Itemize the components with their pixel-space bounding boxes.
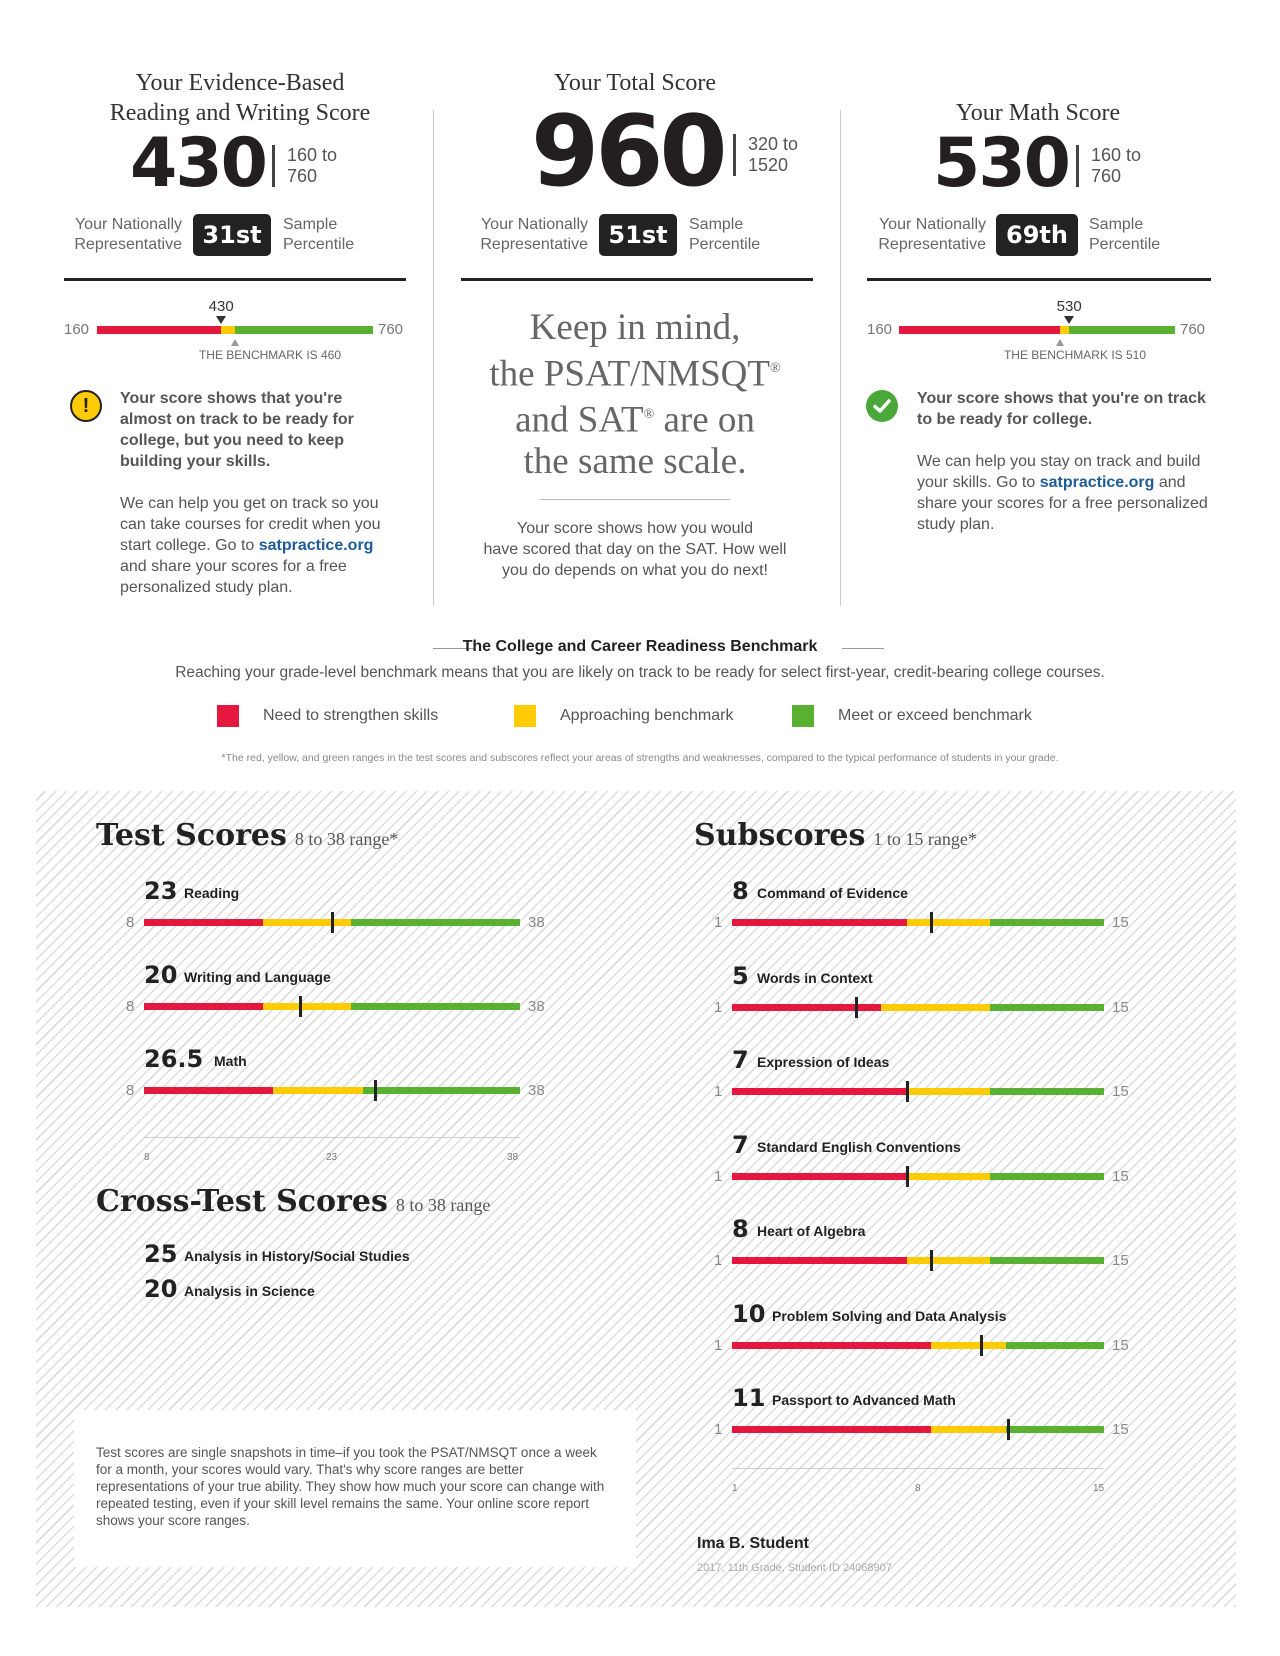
test-axis-line bbox=[144, 1137, 520, 1138]
callout-line: the same scale. bbox=[523, 440, 747, 482]
erw-msg-line: personalized study plan. bbox=[120, 579, 293, 596]
row-max-label: 15 bbox=[1112, 914, 1129, 931]
row-score-marker bbox=[906, 1166, 909, 1187]
test-axis-mid: 23 bbox=[326, 1152, 338, 1163]
column-separator-left bbox=[433, 110, 434, 606]
row-bar-yellow bbox=[931, 1426, 1005, 1433]
registered-mark: ® bbox=[643, 407, 655, 423]
math-bm-score-label: 530 bbox=[1056, 298, 1082, 315]
row-bar-green bbox=[990, 919, 1104, 926]
row-label: Math bbox=[214, 1053, 247, 1069]
row-bar-green bbox=[990, 1004, 1104, 1011]
row-min-label: 8 bbox=[126, 914, 135, 931]
row-score: 26.5 bbox=[144, 1045, 204, 1073]
erw-pct-left-line1: Your Nationally bbox=[74, 216, 182, 233]
total-score: 960 bbox=[531, 95, 724, 209]
benchmark-footnote: *The red, yellow, and green ranges in the test scores and subscores reflect your areas of strengths and weaknesses, compared to the typical performance of students in your grade. bbox=[221, 752, 1059, 764]
erw-pct-left-line2: Representative bbox=[74, 236, 182, 253]
row-label: Words in Context bbox=[757, 969, 873, 986]
same-scale-callout bbox=[455, 307, 815, 482]
row-bar-red bbox=[732, 1426, 931, 1433]
erw-benchmark-bar bbox=[97, 326, 373, 334]
row-score-marker bbox=[374, 1080, 377, 1101]
checkmark-glyph bbox=[866, 390, 898, 422]
row-max-label: 15 bbox=[1112, 1252, 1129, 1269]
cross-test-score: 20 bbox=[144, 1275, 178, 1303]
erw-pct-right bbox=[283, 215, 354, 255]
legend-green-swatch bbox=[792, 705, 814, 727]
row-score: 8 bbox=[732, 1215, 749, 1243]
erw-pct-right-line2: Percentile bbox=[283, 236, 355, 253]
test-axis-max: 38 bbox=[507, 1152, 519, 1163]
row-bar-green bbox=[351, 919, 520, 926]
sub-axis-min: 1 bbox=[732, 1483, 738, 1494]
math-range-line1: 160 to bbox=[1091, 145, 1142, 165]
row-max-label: 38 bbox=[528, 1082, 545, 1099]
test-scores-heading: Test Scores bbox=[96, 818, 287, 853]
row-min-label: 8 bbox=[126, 1082, 135, 1099]
row-score-marker bbox=[1007, 1419, 1010, 1440]
erw-bar-yellow bbox=[221, 326, 235, 334]
row-bar-green bbox=[363, 1087, 520, 1094]
row-label: Expression of Ideas bbox=[757, 1054, 890, 1070]
erw-title-line1: Your Evidence-Based bbox=[135, 70, 345, 96]
row-bar-red bbox=[144, 1087, 273, 1094]
row-range-bar bbox=[732, 1342, 1104, 1349]
math-bar-yellow bbox=[1060, 326, 1069, 334]
column-separator-right bbox=[840, 110, 841, 606]
total-pct-left-line1: Your Nationally bbox=[480, 216, 588, 233]
test-axis-min: 8 bbox=[144, 1152, 150, 1163]
sub-axis-max: 15 bbox=[1093, 1483, 1105, 1494]
legend-red-label: Need to strengthen skills bbox=[263, 707, 439, 724]
row-bar-red bbox=[144, 1003, 263, 1010]
row-bar-green bbox=[990, 1088, 1104, 1095]
row-max-label: 15 bbox=[1112, 1336, 1129, 1354]
row-label: Command of Evidence bbox=[757, 885, 908, 901]
erw-msg-line: and share your scores for a free bbox=[120, 558, 347, 575]
subscores-range: 1 to 15 range* bbox=[873, 829, 977, 849]
math-bm-min: 160 bbox=[867, 321, 893, 338]
row-min-label: 1 bbox=[714, 1421, 723, 1438]
legend-yellow-label: Approaching benchmark bbox=[560, 707, 734, 724]
cross-test-title bbox=[96, 1184, 490, 1219]
total-divider bbox=[461, 278, 813, 281]
total-title: Your Total Score bbox=[553, 70, 717, 96]
row-score-marker bbox=[299, 996, 302, 1017]
math-msg-bold-line: to be ready for college. bbox=[917, 411, 1093, 428]
row-min-label: 8 bbox=[126, 998, 135, 1015]
benchmark-subtitle: Reaching your grade-level benchmark means that you are likely on track to be ready for select first-year, credit-bearing college courses. bbox=[175, 664, 1105, 681]
math-message bbox=[917, 451, 1227, 535]
callout-text: and SAT bbox=[515, 399, 644, 441]
math-score: 530 bbox=[933, 124, 1069, 203]
math-pct-right-line2: Percentile bbox=[1089, 236, 1161, 253]
math-divider bbox=[867, 278, 1211, 281]
benchmark-title: The College and Career Readiness Benchmark bbox=[462, 638, 818, 655]
total-pct-left bbox=[472, 215, 588, 255]
erw-range-line1: 160 to bbox=[287, 145, 338, 165]
erw-message bbox=[120, 493, 420, 598]
erw-range bbox=[272, 145, 337, 187]
erw-benchmark-marker bbox=[231, 339, 239, 346]
warning-icon: ! bbox=[70, 390, 102, 422]
row-score-marker bbox=[930, 1250, 933, 1271]
math-pct-left bbox=[870, 215, 986, 255]
sub-axis-line bbox=[732, 1468, 1104, 1469]
total-pct-right-line1: Sample bbox=[689, 216, 744, 233]
row-max-label: 15 bbox=[1112, 1421, 1129, 1438]
math-msg-text: and bbox=[1154, 474, 1186, 491]
row-bar-yellow bbox=[907, 1088, 989, 1095]
cross-test-heading: Cross-Test Scores bbox=[96, 1184, 388, 1219]
math-satpractice-link[interactable]: satpractice.org bbox=[1039, 474, 1155, 491]
row-bar-yellow bbox=[907, 1173, 989, 1180]
row-bar-yellow bbox=[907, 919, 989, 926]
row-label: Heart of Algebra bbox=[757, 1223, 866, 1239]
math-bar-red bbox=[899, 326, 1060, 334]
math-pct-left-line1: Your Nationally bbox=[878, 216, 986, 233]
math-percentile-badge: 69th bbox=[996, 214, 1078, 256]
total-msg-line: have scored that day on the SAT. How well bbox=[483, 541, 787, 558]
row-range-bar bbox=[732, 1004, 1104, 1011]
row-score: 5 bbox=[732, 961, 749, 990]
erw-msg-bold-line: almost on track to be ready for bbox=[120, 411, 354, 428]
total-range-line1: 320 to bbox=[748, 134, 799, 154]
total-msg-line: you do depends on what you do next! bbox=[502, 562, 768, 579]
row-score-marker bbox=[980, 1335, 983, 1356]
total-msg-line: Your score shows how you would bbox=[517, 520, 753, 537]
erw-bar-green bbox=[235, 326, 373, 334]
callout-line: Keep in mind, bbox=[529, 307, 741, 348]
row-bar-green bbox=[990, 1257, 1104, 1264]
erw-msg-text: start college. Go to bbox=[120, 537, 259, 554]
erw-divider bbox=[64, 278, 406, 281]
row-bar-red bbox=[732, 1004, 881, 1011]
math-msg-bold-line: Your score shows that you're on track bbox=[917, 390, 1206, 407]
test-scores-range: 8 to 38 range* bbox=[294, 829, 399, 849]
total-range bbox=[733, 134, 798, 176]
student-name: Ima B. Student bbox=[697, 1535, 810, 1552]
test-scores-title bbox=[96, 818, 398, 853]
score-ranges-note bbox=[74, 1410, 636, 1567]
row-range-bar bbox=[732, 1088, 1104, 1095]
erw-pct-right-line1: Sample bbox=[283, 216, 338, 233]
row-range-bar bbox=[732, 1426, 1104, 1433]
row-bar-yellow bbox=[931, 1342, 1005, 1349]
erw-percentile-badge: 31st bbox=[193, 214, 271, 256]
row-max-label: 38 bbox=[528, 914, 545, 931]
total-pct-right-line2: Percentile bbox=[689, 236, 761, 253]
math-pct-left-line2: Representative bbox=[878, 236, 986, 253]
callout-text: the PSAT/NMSQT bbox=[489, 353, 770, 395]
row-min-label: 1 bbox=[714, 1252, 723, 1269]
math-pct-right bbox=[1089, 215, 1160, 255]
row-min-label: 1 bbox=[714, 914, 723, 931]
math-bm-max: 760 bbox=[1180, 321, 1206, 338]
math-msg-line: study plan. bbox=[917, 516, 995, 533]
row-bar-yellow bbox=[907, 1257, 989, 1264]
row-label: Problem Solving and Data Analysis bbox=[772, 1307, 1007, 1324]
row-bar-green bbox=[1006, 1342, 1104, 1349]
math-pct-right-line1: Sample bbox=[1089, 216, 1144, 233]
erw-msg-line bbox=[120, 535, 420, 556]
callout-text: are on bbox=[654, 399, 755, 441]
row-max-label: 15 bbox=[1112, 1167, 1129, 1185]
erw-satpractice-link[interactable]: satpractice.org bbox=[258, 537, 374, 554]
row-max-label: 38 bbox=[528, 998, 545, 1015]
row-max-label: 15 bbox=[1112, 1083, 1129, 1100]
row-bar-red bbox=[732, 1342, 931, 1349]
legend-red-swatch bbox=[217, 705, 239, 727]
math-range bbox=[1076, 145, 1141, 187]
sub-axis-mid: 8 bbox=[915, 1483, 921, 1494]
total-range-line2: 1520 bbox=[748, 155, 789, 175]
erw-msg-line: We can help you get on track so you bbox=[120, 495, 379, 512]
erw-message-bold bbox=[120, 388, 410, 472]
row-range-bar bbox=[144, 1087, 520, 1094]
math-message-bold bbox=[917, 388, 1227, 430]
row-min-label: 1 bbox=[714, 1083, 723, 1100]
subscores-heading: Subscores bbox=[694, 818, 866, 853]
legend-green-label: Meet or exceed benchmark bbox=[838, 707, 1032, 724]
erw-bar-red bbox=[97, 326, 221, 334]
erw-bm-note: THE BENCHMARK IS 460 bbox=[198, 348, 342, 362]
row-score: 7 bbox=[732, 1130, 749, 1159]
math-benchmark-marker bbox=[1056, 339, 1064, 346]
callout-divider bbox=[540, 499, 730, 500]
total-pct-right bbox=[689, 215, 760, 255]
math-bar-green bbox=[1069, 326, 1175, 334]
total-message bbox=[455, 518, 815, 581]
row-score-marker bbox=[906, 1081, 909, 1102]
row-label: Writing and Language bbox=[184, 969, 331, 985]
row-score: 20 bbox=[144, 961, 178, 989]
row-score-marker bbox=[331, 912, 334, 933]
row-bar-yellow bbox=[263, 919, 351, 926]
row-score: 8 bbox=[732, 877, 749, 905]
erw-msg-bold-line: college, but you need to keep bbox=[120, 432, 345, 449]
erw-bm-max: 760 bbox=[378, 321, 404, 338]
callout-line bbox=[455, 394, 815, 440]
registered-mark: ® bbox=[770, 361, 781, 376]
row-min-label: 1 bbox=[714, 998, 723, 1016]
row-score: 11 bbox=[732, 1384, 766, 1412]
math-msg-line: We can help you stay on track and build bbox=[917, 453, 1201, 470]
row-range-bar bbox=[732, 919, 1104, 926]
erw-bm-score-label: 430 bbox=[208, 298, 234, 315]
cross-test-range: 8 to 38 range bbox=[395, 1195, 491, 1215]
row-label: Standard English Conventions bbox=[757, 1138, 961, 1155]
math-msg-line bbox=[917, 472, 1227, 493]
row-range-bar bbox=[732, 1257, 1104, 1264]
erw-score-marker bbox=[216, 316, 226, 324]
checkmark-icon bbox=[866, 390, 898, 422]
row-bar-red bbox=[144, 919, 263, 926]
row-max-label: 15 bbox=[1112, 998, 1129, 1016]
row-bar-yellow bbox=[273, 1087, 363, 1094]
row-min-label: 1 bbox=[714, 1336, 723, 1354]
row-bar-red bbox=[732, 1088, 907, 1095]
row-score: 10 bbox=[732, 1299, 766, 1328]
student-info: 2017, 11th Grade, Student ID 24068907 bbox=[697, 1562, 892, 1574]
cross-test-score: 25 bbox=[144, 1240, 178, 1268]
cross-test-label: Analysis in History/Social Studies bbox=[184, 1248, 410, 1264]
erw-title bbox=[60, 68, 420, 128]
row-bar-red bbox=[732, 1173, 907, 1180]
math-score-marker bbox=[1064, 316, 1074, 324]
math-benchmark-bar bbox=[899, 326, 1175, 334]
total-pct-left-line2: Representative bbox=[480, 236, 588, 253]
row-label: Reading bbox=[184, 885, 240, 901]
callout-line bbox=[455, 348, 815, 394]
erw-title-line2: Reading and Writing Score bbox=[109, 100, 371, 126]
row-score-marker bbox=[930, 912, 933, 933]
math-title: Your Math Score bbox=[955, 100, 1121, 126]
row-bar-yellow bbox=[881, 1004, 990, 1011]
row-bar-green bbox=[351, 1003, 520, 1010]
erw-score: 430 bbox=[130, 124, 266, 203]
erw-msg-bold-line: Your score shows that you're bbox=[120, 390, 343, 407]
erw-pct-left bbox=[66, 215, 182, 255]
row-min-label: 1 bbox=[714, 1167, 723, 1185]
erw-range-line2: 760 bbox=[287, 166, 318, 186]
subscores-title bbox=[694, 818, 977, 853]
row-bar-red bbox=[732, 1257, 907, 1264]
cross-test-label: Analysis in Science bbox=[184, 1283, 315, 1299]
row-bar-red bbox=[732, 919, 907, 926]
row-score-marker bbox=[855, 997, 858, 1018]
math-bm-note: THE BENCHMARK IS 510 bbox=[1003, 348, 1147, 362]
row-range-bar bbox=[144, 1003, 520, 1010]
row-range-bar bbox=[732, 1173, 1104, 1180]
math-msg-text: your skills. Go to bbox=[917, 474, 1040, 491]
row-label: Passport to Advanced Math bbox=[772, 1392, 956, 1408]
row-bar-green bbox=[1006, 1426, 1104, 1433]
row-bar-yellow bbox=[263, 1003, 351, 1010]
row-score: 7 bbox=[732, 1046, 749, 1074]
legend-yellow-swatch bbox=[514, 705, 536, 727]
row-bar-green bbox=[990, 1173, 1104, 1180]
benchmark-title-rule-right bbox=[842, 648, 884, 649]
erw-msg-line: can take courses for credit when you bbox=[120, 516, 381, 533]
note-text: Test scores are single snapshots in time–if you took the PSAT/NMSQT once a week for a month, your scores would vary. That's why score ranges are better representations of your true ability. They show how much your score can change with repeated testing, even if your skill level remains the same. Your online score report shows your score ranges. bbox=[96, 1445, 605, 1528]
erw-msg-bold-line: building your skills. bbox=[120, 453, 271, 470]
erw-bm-min: 160 bbox=[64, 321, 90, 338]
row-score: 23 bbox=[144, 877, 178, 905]
math-range-line2: 760 bbox=[1091, 166, 1122, 186]
math-msg-line: share your scores for a free personalized bbox=[917, 495, 1208, 512]
total-percentile-badge: 51st bbox=[599, 214, 677, 256]
